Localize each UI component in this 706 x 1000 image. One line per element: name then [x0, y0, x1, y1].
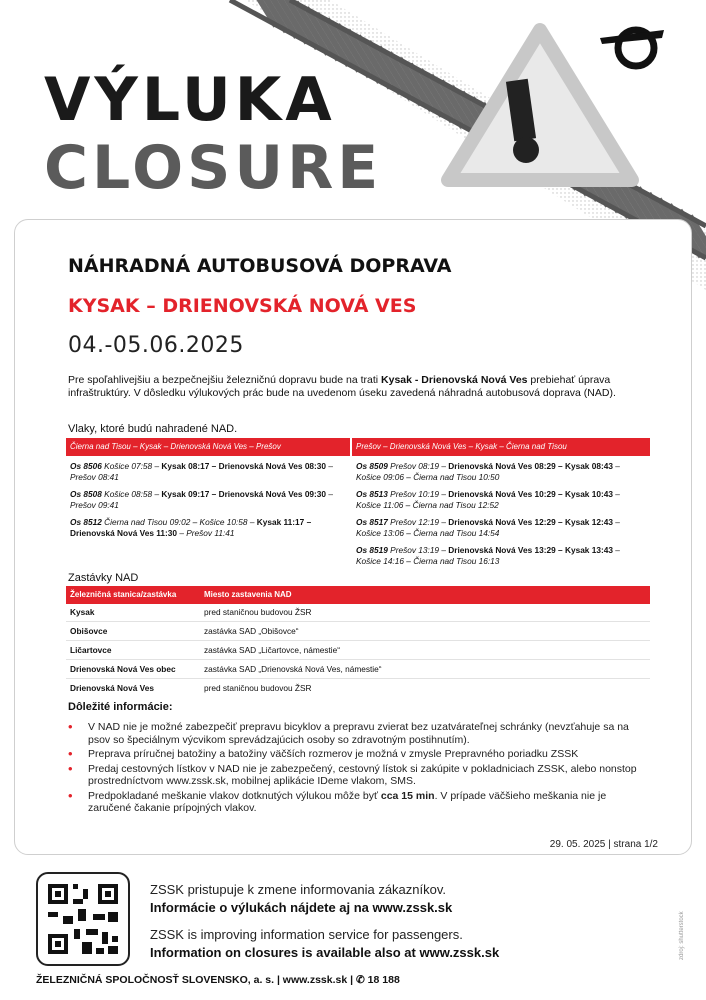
list-item: • Preprava príručnej batožiny a batožiny väčších rozmerov je možná v zmysle Prepravného poriadku ZSSK	[68, 748, 648, 761]
footer-sk-line1: ZSSK pristupuje k zmene informovania zákazníkov.	[150, 882, 447, 897]
title-slovak: VÝLUKA	[44, 65, 336, 135]
trip-left-1: Os 8506 Košice 07:58 – Kysak 08:17 – Drienovská Nová Ves 08:30 – Prešov 08:41	[70, 461, 333, 482]
table-row: Obišovce zastávka SAD „Obišovce“	[66, 622, 650, 641]
right-direction-header: Prešov – Drienovská Nová Ves – Kysak – Čierna nad Tisou	[352, 438, 650, 456]
trains-title: Vlaky, ktoré budú nahradené NAD.	[68, 423, 238, 435]
qr-code-icon	[36, 872, 130, 966]
table-row: Drienovská Nová Ves obec zastávka SAD „Drienovská Nová Ves, námestie“	[66, 660, 650, 679]
left-direction-header: Čierna nad Tisou – Kysak – Drienovská Nová Ves – Prešov	[66, 438, 350, 456]
trip-right-1: Os 8509 Prešov 08:19 – Drienovská Nová Ves 08:29 – Kysak 08:43 – Košice 09:06 – Čierna nad Tisou 10:50	[356, 461, 620, 482]
page-date: 29. 05. 2025 | strana 1/2	[549, 839, 658, 850]
footer-en-line1: ZSSK is improving information service for passengers.	[150, 927, 463, 942]
closure-dates: 04.-05.06.2025	[68, 333, 244, 358]
route-title: KYSAK – DRIENOVSKÁ NOVÁ VES	[68, 295, 417, 317]
list-item: • Predpokladané meškanie vlakov dotknutých výlukou môže byť cca 15 min. V prípade väčšieho meškania nie je zaručené čakanie prípojných vlakov.	[68, 790, 648, 815]
intro-paragraph: Pre spoľahlivejšiu a bezpečnejšiu železničnú dopravu bude na trati Kysak - Drienovská Nová Ves prebiehať úprava infraštruktúry. V dôsledku výlukových prác bude na uvedenom úseku zavedená náhradná autobusová doprava (NAD).	[68, 374, 616, 399]
table-row: Kysak pred staničnou budovou ŽSR	[66, 603, 650, 622]
trip-right-3: Os 8517 Prešov 12:19 – Drienovská Nová Ves 12:29 – Kysak 12:43 – Košice 13:06 – Čierna nad Tisou 14:54	[356, 517, 620, 538]
stops-col-station: Železničná stanica/zastávka	[70, 590, 177, 599]
table-row: Drienovská Nová Ves pred staničnou budovou ŽSR	[70, 683, 312, 693]
company-line: ŽELEZNIČNÁ SPOLOČNOSŤ SLOVENSKO, a. s. | www.zssk.sk | ✆ 18 188	[36, 974, 400, 986]
stops-col-place: Miesto zastavenia NAD	[204, 590, 292, 599]
list-item: • Predaj cestovných lístkov v NAD nie je zabezpečený, cestovný lístok si zakúpite v pokladniciach ZSSK, alebo nonstop prostredníctvom www.zssk.sk, mobilnej aplikácie IDeme vlakom, SMS.	[68, 763, 648, 788]
stops-table-header	[66, 586, 650, 604]
footer-en-line2: Information on closures is available also at www.zssk.sk	[150, 945, 500, 960]
footer-sk-line2: Informácie o výlukách nájdete aj na www.zssk.sk	[150, 900, 453, 915]
info-list	[68, 716, 648, 815]
image-credit: zdroj: shutterstock	[679, 911, 685, 960]
table-row: Ličartovce zastávka SAD „Ličartovce, námestie“	[66, 641, 650, 660]
trip-left-2: Os 8508 Košice 08:58 – Kysak 09:17 – Drienovská Nová Ves 09:30 – Prešov 09:41	[70, 489, 333, 510]
notice-heading: NÁHRADNÁ AUTOBUSOVÁ DOPRAVA	[68, 255, 452, 277]
stops-title: Zastávky NAD	[68, 572, 139, 584]
list-item: • V NAD nie je možné zabezpečiť prepravu bicyklov a prepravu zvierat bez uzatvárateľnej schránky (nevzťahuje sa na psov so špeciálnym výcvikom sprevádzajúcich osoby so zdravotným postihnutím).	[68, 721, 648, 746]
title-english: CLOSURE	[44, 133, 383, 203]
info-title: Dôležité informácie:	[68, 701, 173, 713]
trip-right-4: Os 8519 Prešov 13:19 – Drienovská Nová Ves 13:29 – Kysak 13:43 – Košice 14:16 – Čierna nad Tisou 16:13	[356, 545, 620, 566]
zssk-logo-icon	[600, 30, 664, 66]
trip-left-3: Os 8512 Čierna nad Tisou 09:02 – Košice 10:58 – Kysak 11:17 – Drienovská Nová Ves 11:30 – Prešov 11:41	[70, 517, 312, 538]
trip-right-2: Os 8513 Prešov 10:19 – Drienovská Nová Ves 10:29 – Kysak 10:43 – Košice 11:06 – Čierna nad Tisou 12:52	[356, 489, 620, 510]
